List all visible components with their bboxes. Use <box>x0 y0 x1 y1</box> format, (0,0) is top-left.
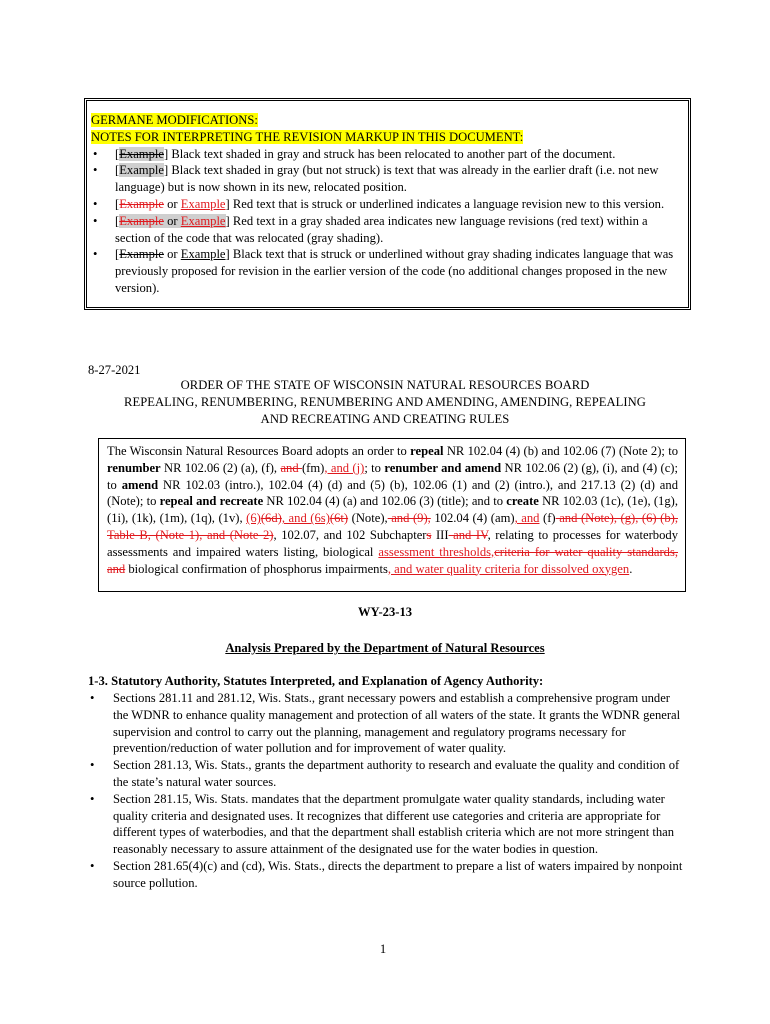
order-title-line: ORDER OF THE STATE OF WISCONSIN NATURAL RESOURCES BOARD <box>180 378 590 392</box>
action-repeal-recreate: repeal and recreate <box>159 494 264 509</box>
page-number: 1 <box>379 942 387 956</box>
notes-list <box>91 146 684 297</box>
order-title-line: REPEALING, RENUMBERING, RENUMBERING AND AMENDING, AMENDING, REPEALING <box>124 394 646 409</box>
list-item: • Section 281.13, Wis. Stats., grants the department authority to research and evaluate the quality and condition of the state’s natural water sources. <box>88 757 685 791</box>
action-amend: amend <box>121 477 159 492</box>
inserted-text: (6) <box>246 511 261 526</box>
deleted-text: (6d) <box>260 511 282 526</box>
document-number: WY-23-13 <box>357 605 413 619</box>
action-renumber: renumber <box>107 460 161 475</box>
example-gray-struck: Example <box>119 146 164 161</box>
notes-heading-germane: GERMANE MODIFICATIONS: <box>91 113 258 127</box>
deleted-text: criteria for water quality standards, and <box>107 544 679 576</box>
section-heading: 1-3. Statutory Authority, Statutes Interpreted, and Explanation of Agency Authority: <box>88 674 544 688</box>
deleted-text: and IV <box>448 527 488 542</box>
example-black-struck: Example <box>119 247 164 262</box>
example-red-gray-underlined: Example <box>180 213 226 228</box>
list-item: • Section 281.15, Wis. Stats. mandates that the department promulgate water quality standards, including water quality criteria and designated uses. It recognizes that different use categories and criteria are appropriate for different types of waterbodies, and that the department shall establish criteria which are not more stringent than reasonably necessary to assure attainment of the designated use for the water bodies in question. <box>88 791 685 858</box>
deleted-text: and (9), <box>387 511 431 526</box>
deleted-text: and <box>280 460 302 475</box>
inserted-text: , and <box>514 511 540 526</box>
order-title-line: AND RECREATING AND CREATING RULES <box>260 411 510 426</box>
action-create: create <box>506 494 539 509</box>
analysis-title: Analysis Prepared by the Department of Natural Resources <box>225 641 545 655</box>
inserted-text: , and (6s) <box>281 511 330 526</box>
analysis-list <box>88 690 685 892</box>
deleted-text: (6t) <box>329 511 349 526</box>
list-item: • Section 281.65(4)(c) and (cd), Wis. Stats., directs the department to prepare a list of waters impaired by nonpoint source pollution. <box>88 858 685 892</box>
notes-item-red: • [Example or Example] Red text that is struck or underlined indicates a language revision new to this version. <box>91 196 684 213</box>
deleted-text: and (Note), (g), (6) (b), Table B, (Note 1), and (Note 2) <box>107 511 678 542</box>
example-red-underlined: Example <box>180 196 226 211</box>
order-date: 8-27-2021 <box>88 363 141 377</box>
notes-heading-interpreting: NOTES FOR INTERPRETING THE REVISION MARKUP IN THIS DOCUMENT: <box>91 129 524 144</box>
action-renumber-amend: renumber and amend <box>384 460 502 475</box>
revision-notes-box <box>84 98 691 310</box>
example-gray: Example <box>119 163 164 178</box>
notes-item-black: • [Example or Example] Black text that is struck or underlined without gray shading indicates language that was previously proposed for revision in the earlier version of the code (no additional changes proposed in the new version). <box>91 246 684 296</box>
inserted-text: , and (j) <box>324 460 365 475</box>
inserted-text: , and water quality criteria for dissolved oxygen <box>387 561 630 576</box>
notes-item-gray-plain: • [Example] Black text shaded in gray (but not struck) is text that was already in the earlier draft (i.e. not new language) but is now shown in its new, relocated position. <box>91 162 684 196</box>
relating-clause-box: The Wisconsin Natural Resources Board adopts an order to repeal NR 102.04 (4) (b) and 102.06 (7) (Note 2); to renumber NR 102.06 (2) (a), (f), and (fm), and (j); to renumber and amend NR 102.06 (2) (g), (i), and (4) (c); to amend NR 102.03 (intro.), 102.04 (4) (d) and (5) (b), 102.06 (1) and (2) (intro.), and 217.13 (2) (d) and (Note); to repeal and recreate NR 102.04 (4) (a) and 102.06 (3) (title); and to create NR 102.03 (1c), (1e), (1g), (1i), (1k), (1m), (1q), (1v), (6)(6d), and (6s)(6t) (Note), and (9), 102.04 (4) (am), and (f) and (Note), (g), (6) (b), Table B, (Note 1), and (Note 2), 102.07, and 102 Subchapters III and IV, relating to processes for waterbody assessments and impaired waters listing, biological assessment thresholds,criteria for water quality standards, and biological confirmation of phosphorus impairments, and water quality criteria for dissolved oxygen. <box>98 438 686 592</box>
notes-item-red-gray: • [Example or Example] Red text in a gray shaded area indicates new language revisions (red text) within a section of the code that was relocated (gray shading). <box>91 213 684 247</box>
example-red-struck: Example <box>119 196 164 211</box>
example-red-gray-struck: Example <box>119 213 164 228</box>
example-black-underlined: Example <box>180 247 226 262</box>
action-repeal: repeal <box>410 444 444 458</box>
inserted-text: assessment thresholds, <box>378 544 495 559</box>
list-item: • Sections 281.11 and 281.12, Wis. Stats., grant necessary powers and establish a comprehensive program under the WDNR to enhance quality management and protection of all waters of the state. It grants the WDNR general supervision and control to carry out the planning, management and regulatory programs necessary for prevention/reduction of water pollution and for improvement of water quality. <box>88 690 685 757</box>
order-title <box>86 377 684 427</box>
deleted-text: s <box>426 527 432 542</box>
notes-item-gray-struck: • [Example] Black text shaded in gray and struck has been relocated to another part of the document. <box>91 146 684 163</box>
